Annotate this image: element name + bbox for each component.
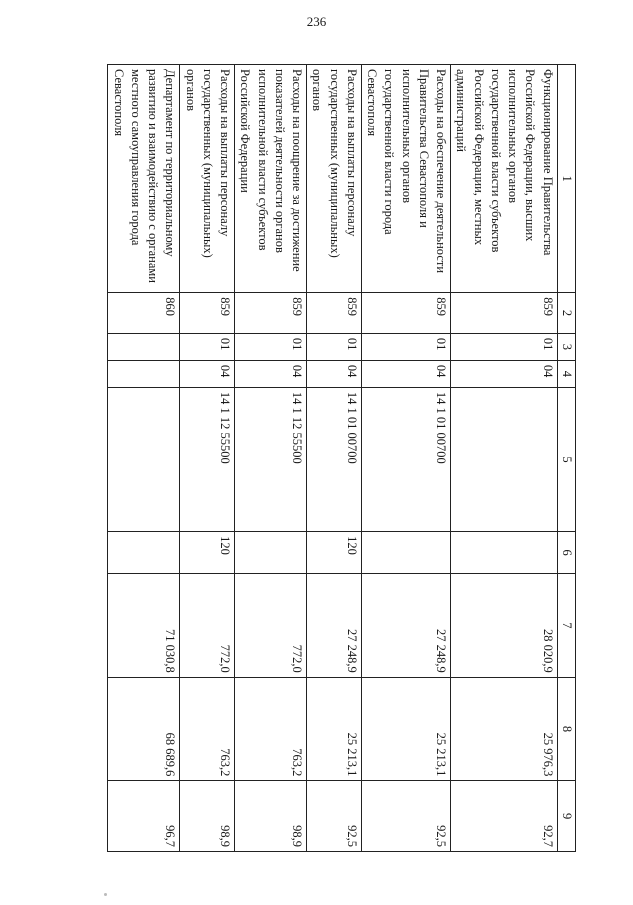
row-name: Расходы на выплаты персоналу государственных (муниципальных) органов [180, 65, 235, 293]
row-name: Департамент по территориальному развитию и взаимодействию с органами местного самоуправления города Севастополя [108, 65, 180, 293]
cell-subsection [108, 360, 180, 387]
row-name: Функционирование Правительства Российской Федерации, высших исполнительных органов государственной власти субъектов Российской Федерации, местных администраций [451, 65, 558, 293]
col-header-6: 6 [557, 532, 575, 574]
cell-plan: 772,0 [235, 574, 307, 678]
cell-expense-type [235, 532, 307, 574]
cell-plan: 71 030,8 [108, 574, 180, 678]
cell-section: 01 [307, 333, 362, 360]
cell-percent: 96,7 [108, 781, 180, 852]
header-row [557, 65, 575, 852]
table-row [362, 65, 451, 852]
cell-plan: 27 248,9 [362, 574, 451, 678]
cell-percent: 92,5 [307, 781, 362, 852]
cell-target-article: 14 1 01 00700 [362, 387, 451, 531]
table-row [235, 65, 307, 852]
cell-section: 01 [180, 333, 235, 360]
cell-expense-type [451, 532, 558, 574]
cell-target-article: 14 1 12 55500 [235, 387, 307, 531]
row-name: Расходы на обеспечение деятельности Правительства Севастополя и исполнительных органов государственной власти города Севастополя [362, 65, 451, 293]
table-row [180, 65, 235, 852]
cell-admin-code: 859 [235, 293, 307, 334]
cell-percent: 98,9 [180, 781, 235, 852]
cell-percent: 98,9 [235, 781, 307, 852]
col-header-2: 2 [557, 293, 575, 334]
cell-actual: 763,2 [180, 677, 235, 781]
cell-section: 01 [451, 333, 558, 360]
col-header-7: 7 [557, 574, 575, 678]
table-row [307, 65, 362, 852]
row-name: Расходы на выплаты персоналу государственных (муниципальных) органов [307, 65, 362, 293]
cell-section: 01 [362, 333, 451, 360]
cell-target-article: 14 1 01 00700 [307, 387, 362, 531]
table-row [108, 65, 180, 852]
col-header-3: 3 [557, 333, 575, 360]
cell-actual: 68 689,6 [108, 677, 180, 781]
budget-table [108, 64, 577, 852]
col-header-1: 1 [557, 65, 575, 293]
cell-target-article [451, 387, 558, 531]
cell-actual: 25 213,1 [362, 677, 451, 781]
col-header-8: 8 [557, 677, 575, 781]
col-header-4: 4 [557, 360, 575, 387]
cell-admin-code: 859 [180, 293, 235, 334]
cell-section [108, 333, 180, 360]
scan-speck [104, 893, 107, 896]
table-row [451, 65, 558, 852]
cell-target-article: 14 1 12 55500 [180, 387, 235, 531]
cell-section: 01 [235, 333, 307, 360]
cell-plan: 27 248,9 [307, 574, 362, 678]
row-name: Расходы на поощрение за достижение показателей деятельности органов исполнительной власти субъектов Российской Федерации [235, 65, 307, 293]
col-header-9: 9 [557, 781, 575, 852]
cell-plan: 772,0 [180, 574, 235, 678]
cell-actual: 25 976,3 [451, 677, 558, 781]
cell-expense-type: 120 [180, 532, 235, 574]
cell-plan: 28 020,9 [451, 574, 558, 678]
cell-expense-type: 120 [307, 532, 362, 574]
cell-percent: 92,7 [451, 781, 558, 852]
cell-percent: 92,5 [362, 781, 451, 852]
cell-subsection: 04 [235, 360, 307, 387]
col-header-5: 5 [557, 387, 575, 531]
rotated-table-wrapper [111, 64, 576, 852]
cell-actual: 25 213,1 [307, 677, 362, 781]
page-number: 236 [306, 14, 327, 29]
cell-subsection: 04 [180, 360, 235, 387]
cell-expense-type [362, 532, 451, 574]
cell-admin-code: 859 [362, 293, 451, 334]
cell-actual: 763,2 [235, 677, 307, 781]
cell-expense-type [108, 532, 180, 574]
cell-admin-code: 860 [108, 293, 180, 334]
cell-target-article [108, 387, 180, 531]
cell-admin-code: 859 [307, 293, 362, 334]
cell-subsection: 04 [451, 360, 558, 387]
cell-admin-code: 859 [451, 293, 558, 334]
cell-subsection: 04 [362, 360, 451, 387]
cell-subsection: 04 [307, 360, 362, 387]
